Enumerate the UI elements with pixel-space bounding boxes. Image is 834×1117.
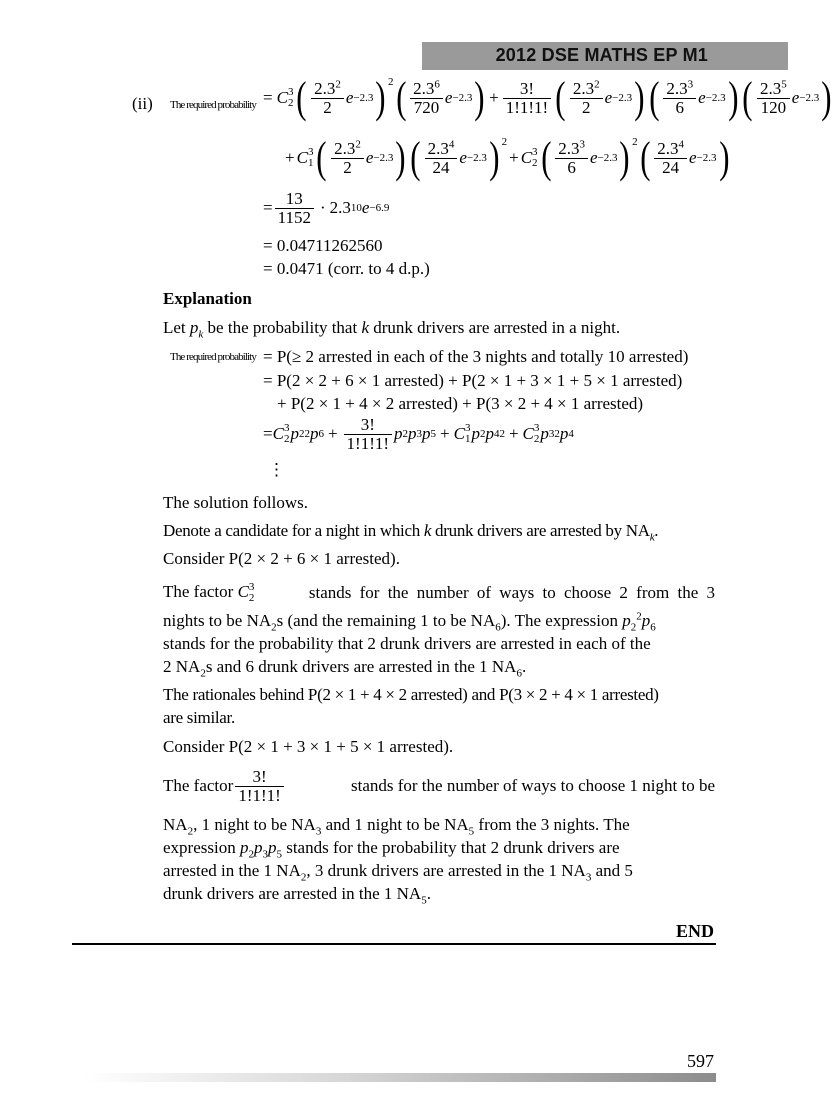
- solution-follows: The solution follows.: [163, 493, 308, 512]
- fraction-t1: $\frac{2.3^2}{2}$: [311, 80, 344, 117]
- consider-1: Consider P(2 × 2 + 6 × 1 arrested).: [163, 549, 400, 568]
- factor2-line3: expression $p_2p_3p_5$ stands for the probability that 2 drunk drivers are: [163, 838, 620, 861]
- header-bar: [422, 42, 788, 70]
- end-divider: [72, 943, 716, 945]
- rationale-line1: The rationales behind P(2 × 1 + 4 × 2 arrested) and P(3 × 2 + 4 × 1 arrested): [163, 685, 659, 704]
- consider-2: Consider P(2 × 1 + 3 × 1 + 5 × 1 arrested).: [163, 737, 454, 756]
- fraction-t3: $\frac{3!}{1!1!1!}$: [503, 80, 551, 117]
- factor2-line4: arrested in the 1 $NA_2$, 3 drunk drivers are arrested in the 1 $NA_3$ and 5: [163, 861, 633, 884]
- fraction-t4: $\frac{2.3^2}{2}$: [570, 80, 603, 117]
- fraction-a1: $\frac{2.3^2}{2}$: [331, 140, 364, 177]
- paren-open: (: [296, 73, 307, 122]
- req-line-2: = P(2 × 2 + 6 × 1 arrested) + P(2 × 1 + 3 × 1 + 5 × 1 arrested): [263, 371, 683, 390]
- explanation-title: Explanation: [163, 289, 252, 308]
- part-label: (ii): [132, 94, 153, 113]
- fraction-t2: $\frac{2.3^6}{720}$: [410, 80, 443, 117]
- fraction-b2: $\frac{2.3^4}{24}$: [654, 140, 687, 177]
- req-line-1: = P(≥ 2 arrested in each of the 3 nights and totally 10 arrested): [263, 347, 689, 366]
- combination-indices: 3 2: [287, 86, 294, 109]
- factor1-line1: The factor C 3 2 stands for the number of ways to choose 2 from the 3: [163, 581, 715, 605]
- factor2-line5: drunk drivers are arrested in the 1 $NA_5$.: [163, 884, 431, 907]
- fraction-3-factorial: $\frac{3!}{1!1!1!}$: [344, 416, 392, 453]
- factor2-line1: The factor $\frac{3!}{1!1!1!}$ stands for the number of ways to choose 1 night to be: [163, 767, 715, 805]
- fraction-b1: $\frac{2.3^3}{6}$: [555, 140, 588, 177]
- end-label: END: [675, 921, 714, 941]
- denote-line: Denote a candidate for a night in which k drunk drivers are arrested by $NA_k$.: [163, 521, 659, 544]
- combination-symbol: C: [276, 88, 288, 107]
- solution-line-1: = C 3 2 ( $\frac{2.3^2}{2}$ e −2.3 ) $^2$ ( $\frac{2.3^6}{720}$ e −2.3 ) + $\frac{3!}{1!1!1!}$ ( $\frac{2.3^2}{2}$ e −2.3 ) ( $\frac{2.3^3}{6}$ e −2.3 ) ( $\frac{2.3^5}{120}$ e −2.3 ): [263, 73, 832, 122]
- explanation-intro: Let $p_k$ be the probability that k drunk drivers are arrested in a night.: [163, 318, 621, 341]
- req-line-3: + P(2 × 1 + 4 × 2 arrested) + P(3 × 2 + 4 × 1 arrested): [277, 394, 644, 413]
- fraction-t5: $\frac{2.3^3}{6}$: [663, 80, 696, 117]
- page-number: 597: [687, 1051, 714, 1071]
- factor1-line2: nights to be $NA_2s$ (and the remaining 1 to be $NA_6$). The expression $p_2^2p_6$: [163, 610, 656, 634]
- rationale-line2: are similar.: [163, 708, 235, 727]
- footer-gradient-bar: [84, 1073, 716, 1082]
- equals-sign: =: [263, 88, 273, 107]
- required-probability-label: The required probability: [170, 99, 256, 111]
- factor1-line3: stands for the probability that 2 drunk drivers are arrested in each of the: [163, 634, 651, 653]
- factor2-line2: $NA_2$, 1 night to be $NA_3$ and 1 night to be $NA_5$ from the 3 nights. The: [163, 815, 630, 838]
- solution-line-3: = $\frac{13}{1152}$ · 2.3 10 e −6.9: [263, 189, 390, 227]
- fraction-a2: $\frac{2.3^4}{24}$: [425, 140, 458, 177]
- solution-line-2: + C 3 1 ( $\frac{2.3^2}{2}$ e −2.3 ) ( $\frac{2.3^4}{24}$ e −2.3 ) $^2$ + C 3 2 ( $\frac{2.3^3}{6}$ e −2.3 ) $^2$ ( $\frac{2.3^4}{24}$ e −2.3 ): [285, 133, 729, 182]
- req-line-4: = C 3 2 p 2 2 p 6 + $\frac{3!}{1!1!1!}$ p 2 p 3 p 5 + C 3 1 p 2 p 4 2 + C 3 2 p 3 2 p 4: [263, 415, 574, 453]
- fraction-3-factorial-2: $\frac{3!}{1!1!1!}$: [235, 768, 283, 805]
- fraction-13-1152: $\frac{13}{1152}$: [275, 190, 314, 227]
- required-probability-label-2: The required probability: [170, 351, 256, 363]
- solution-line-5: = 0.0471 (corr. to 4 d.p.): [263, 259, 430, 278]
- fraction-t6: $\frac{2.3^5}{120}$: [757, 80, 790, 117]
- factor1-line4: 2 $NA_2s$ and 6 drunk drivers are arrested in the 1 $NA_6$.: [163, 657, 527, 680]
- vertical-ellipsis: ⋮: [268, 460, 285, 479]
- e-symbol: e: [345, 88, 354, 107]
- header-title: 2012 DSE MATHS EP M1: [495, 45, 708, 65]
- solution-line-4: = 0.04711262560: [263, 236, 383, 255]
- paren-close: ): [375, 73, 386, 122]
